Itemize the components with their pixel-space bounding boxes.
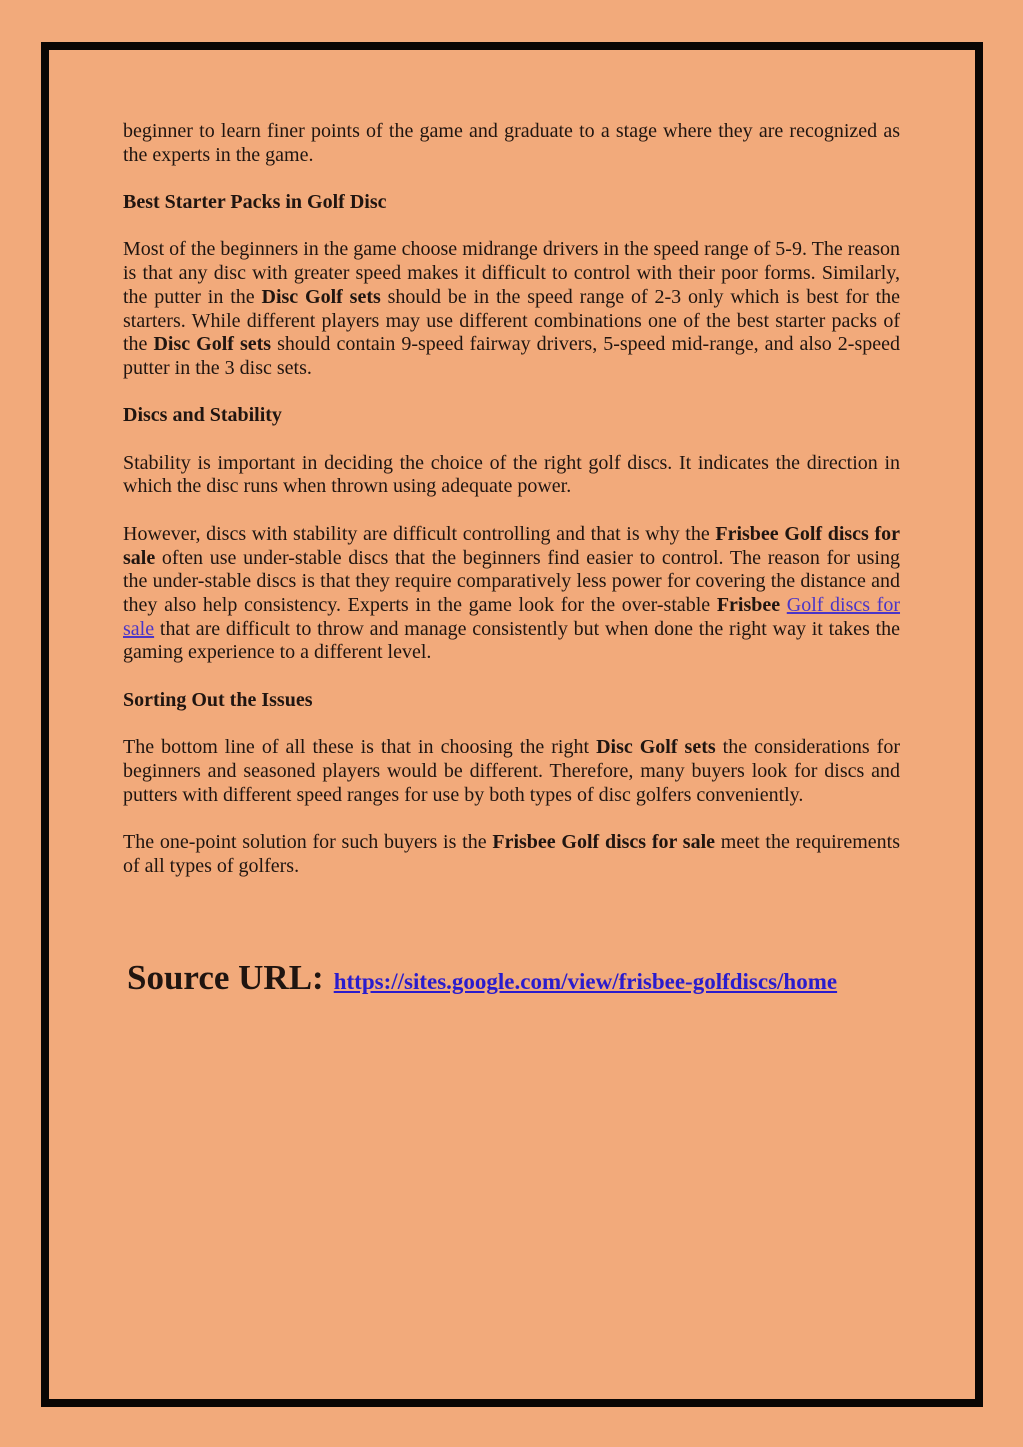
bold-text: Frisbee Golf discs for sale — [123, 522, 901, 569]
source-url-link[interactable]: https://sites.google.com/view/frisbee-golfdiscs/home — [333, 969, 838, 995]
bold-text: Frisbee — [716, 593, 781, 616]
text-run — [780, 594, 787, 616]
section-heading — [123, 404, 900, 428]
paragraph — [123, 523, 900, 665]
text-run: Sorting Out the Issues — [123, 688, 313, 711]
paragraph — [123, 452, 900, 499]
text-run: Discs and Stability — [123, 404, 282, 427]
text-run: the considerations for beginners and seasoned players would be different. Therefore, many buyers look for discs and putters with different speed ranges for use by both types of disc golfers conveniently. — [123, 736, 901, 806]
section-heading — [123, 689, 900, 713]
paragraph — [123, 238, 900, 380]
text-run: However, discs with stability are difficult controlling and that is why the — [123, 522, 716, 545]
text-run: Most of the beginners in the game choose midrange drivers in the speed range of 5-9. The reason is that any disc with greater speed makes it difficult to control with their poor forms. Similarly, the putter in the — [123, 238, 900, 308]
document-body — [123, 120, 900, 878]
text-run: should be in the speed range of 2-3 only which is best for the starters. While different players may use different combinations one of the best starter packs of the — [123, 285, 901, 356]
inline-link[interactable]: Golf discs for sale — [123, 593, 901, 640]
text-run: beginner to learn finer points of the game and graduate to a stage where they are recognized as the experts in the game. — [123, 120, 900, 166]
bold-text: Disc Golf sets — [596, 736, 716, 759]
text-run: often use under-stable discs that the beginners find easier to control. The reason for using the under-stable discs is that they require comparatively less power for covering the distance and they also help consistency. Experts in the game look for the over-stable — [123, 546, 900, 616]
bold-text: Disc Golf sets — [261, 285, 381, 308]
text-run: The bottom line of all these is that in choosing the right — [123, 736, 597, 759]
text-run: should contain 9-speed fairway drivers, 5-speed mid-range, and also 2-speed putter in the 3 disc sets. — [123, 333, 900, 379]
paragraph — [123, 120, 900, 167]
paragraph — [123, 736, 900, 807]
bold-text: Frisbee Golf discs for sale — [492, 830, 715, 853]
text-run: meet the requirements of all types of golfers. — [123, 830, 900, 877]
page-frame — [41, 42, 983, 1407]
bold-text: Disc Golf sets — [153, 333, 272, 356]
section-heading — [123, 191, 900, 215]
source-url-label: Source URL: — [127, 958, 324, 998]
source-url-line — [127, 956, 900, 1007]
text-run: Best Starter Packs in Golf Disc — [123, 191, 387, 214]
paragraph — [123, 831, 900, 878]
text-run: Stability is important in deciding the choice of the right golf discs. It indicates the direction in which the disc runs when thrown using adequate power. — [123, 451, 900, 498]
text-run: The one-point solution for such buyers is the — [123, 830, 493, 853]
document-content — [49, 50, 975, 1007]
text-run: that are difficult to throw and manage consistently but when done the right way it takes the gaming experience to a different level. — [123, 617, 900, 664]
